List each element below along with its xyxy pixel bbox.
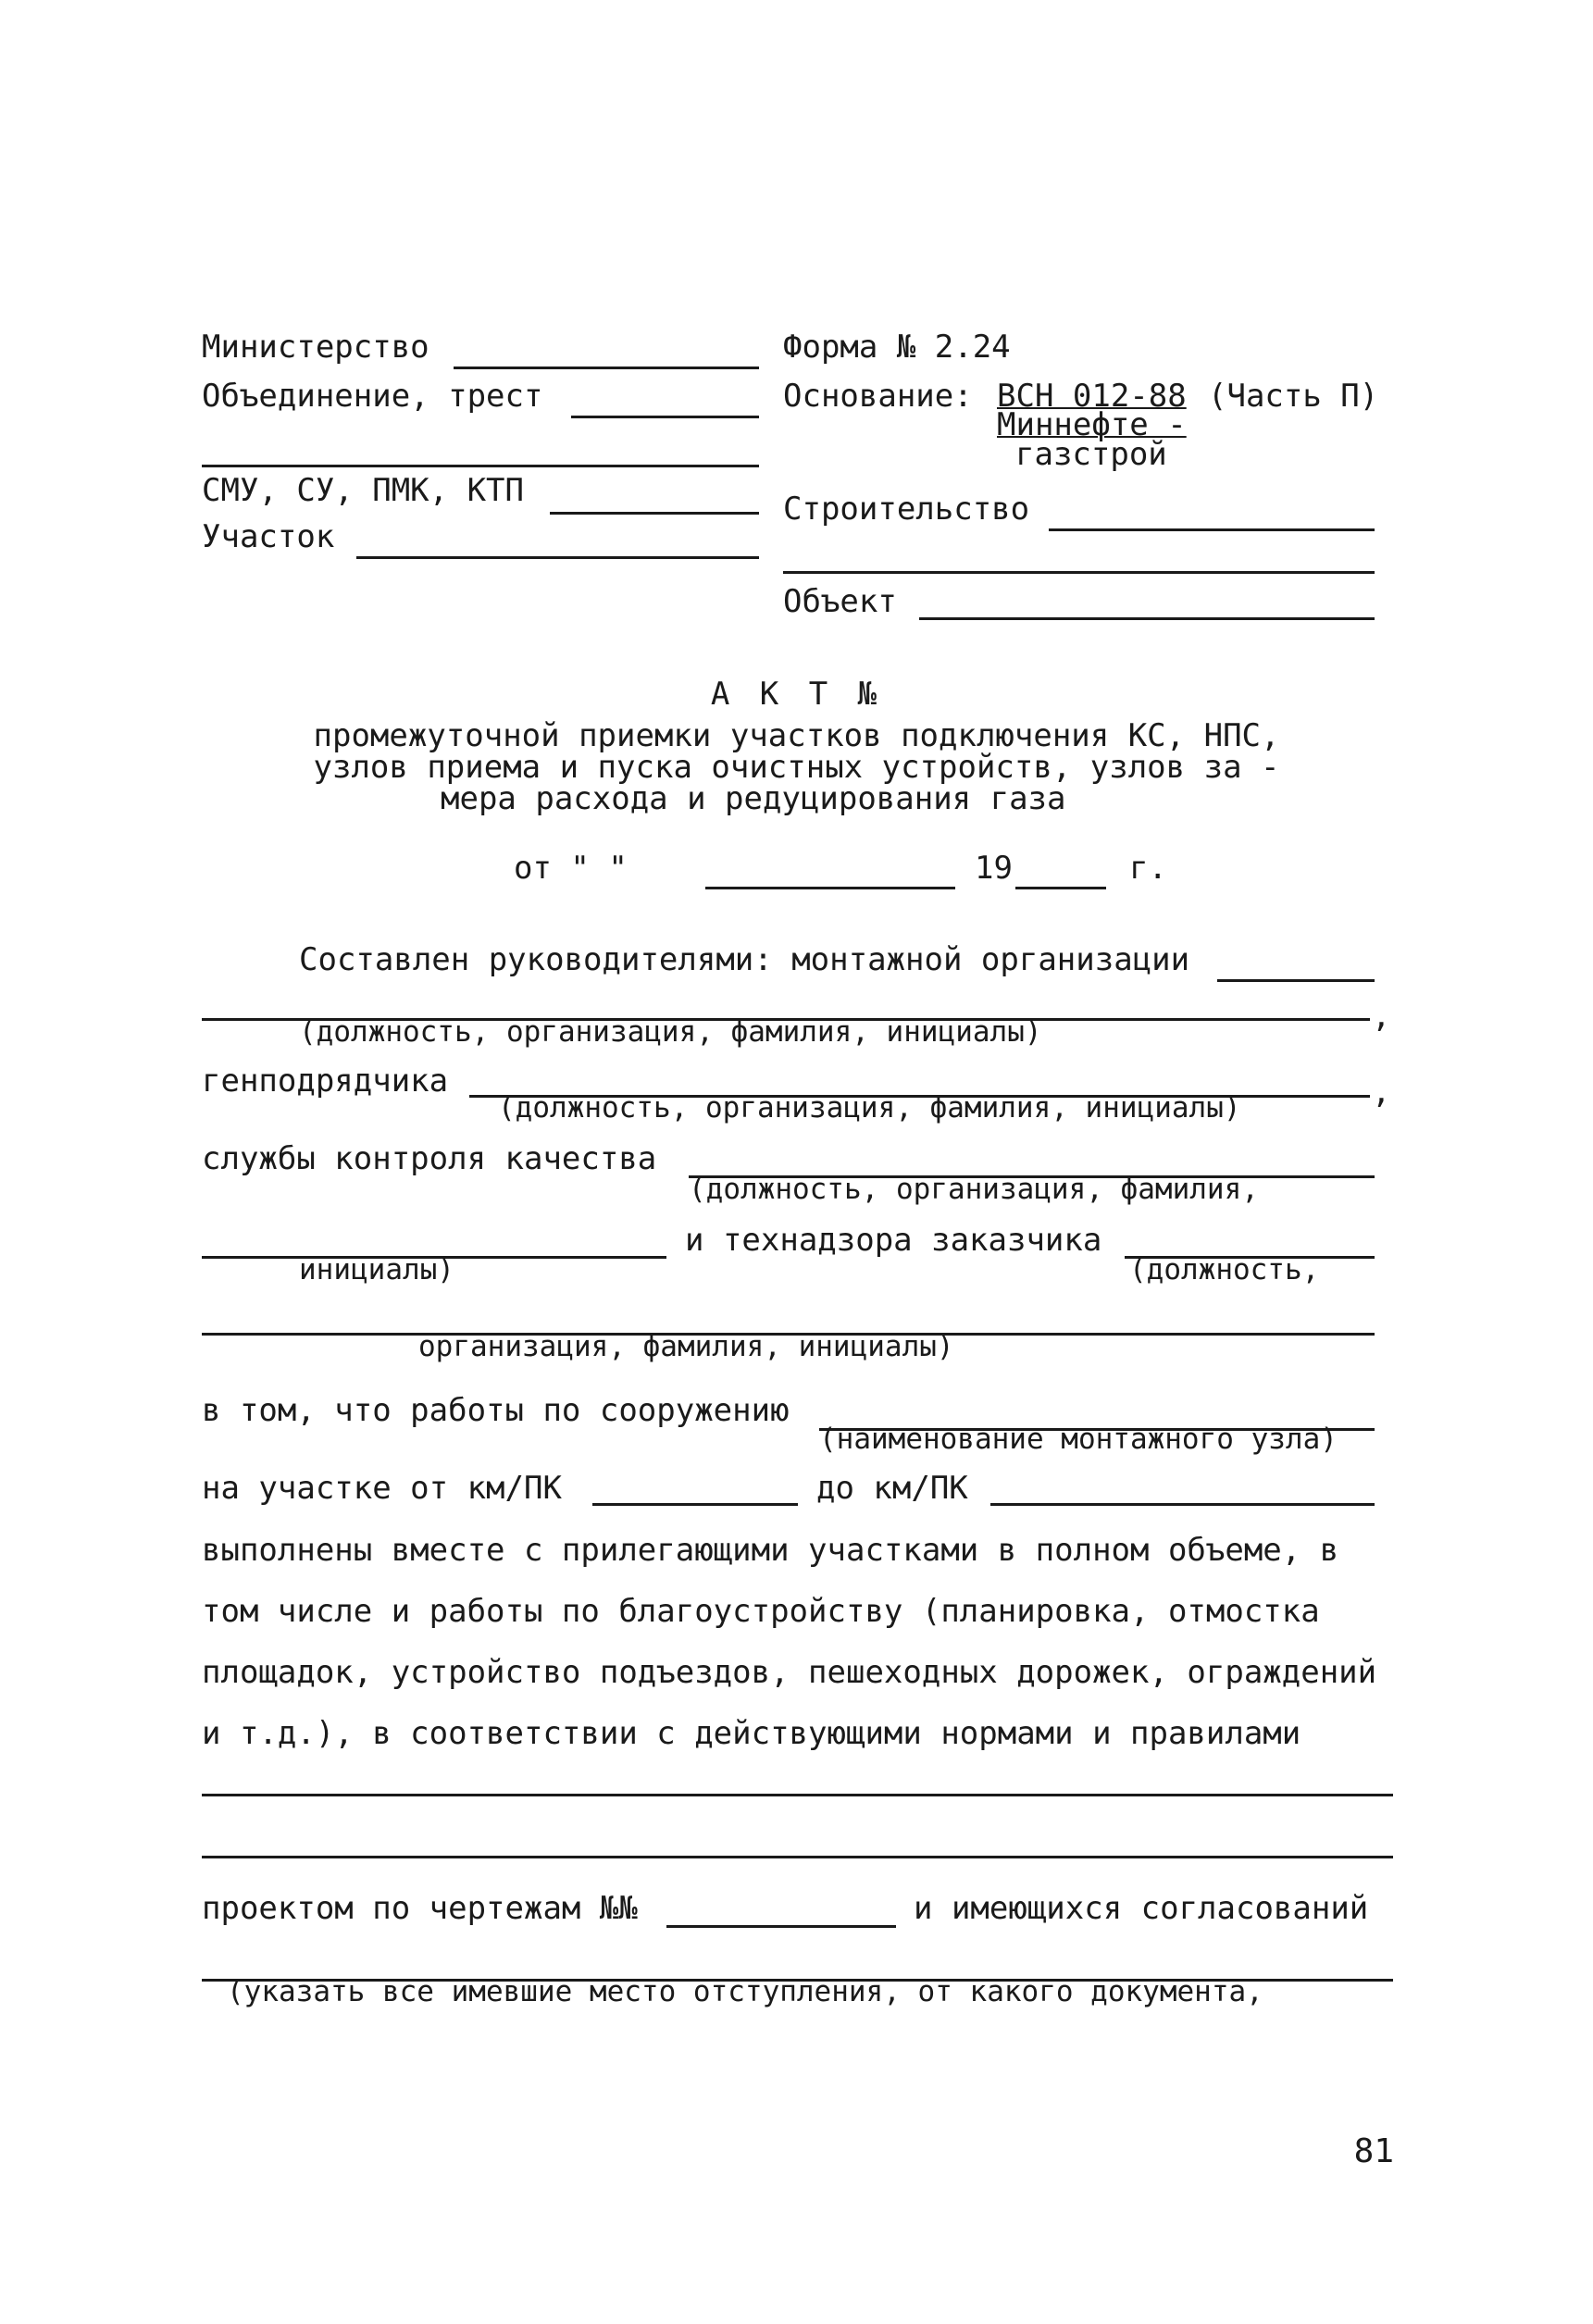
segment-from-label: на участке от км/ПК — [202, 1470, 562, 1507]
caption-assembly-name: (наименование монтажного узла) — [819, 1423, 1338, 1456]
association-field-2[interactable] — [202, 465, 759, 467]
ministry-label: Министерство — [202, 329, 429, 366]
act-subtitle-line-2: узлов приема и пуска очистных устройств, узлов за - — [313, 749, 1280, 786]
paragraph-line-2: том числе и работы по благоустройству (планировка, отмостка — [202, 1593, 1320, 1630]
comma-1: , — [1372, 998, 1391, 1035]
segment-to-field[interactable] — [990, 1503, 1375, 1506]
basis-doc: ВСН 012-88 — [997, 378, 1187, 415]
caption-position-2: (должность, организация, фамилия, инициалы) — [498, 1091, 1241, 1125]
caption-position-5: (должность, — [1129, 1253, 1320, 1286]
date-prefix: от " " — [514, 850, 628, 887]
section-label: Участок — [202, 518, 335, 555]
norms-field-2[interactable] — [202, 1856, 1393, 1858]
paragraph-line-4: и т.д.), в соответствии с действующими нормами и правилами — [202, 1715, 1301, 1752]
act-title: А К Т № — [710, 676, 883, 713]
quality-service-label: службы контроля качества — [202, 1140, 657, 1177]
object-label: Объект — [783, 583, 897, 620]
norms-field[interactable] — [202, 1794, 1393, 1796]
basis-label: Основание: — [783, 378, 973, 415]
caption-organization: организация, фамилия, инициалы) — [418, 1330, 954, 1363]
tech-supervision-label: и технадзора заказчика — [685, 1222, 1102, 1259]
date-year-field[interactable] — [1015, 887, 1106, 889]
section-field[interactable] — [356, 556, 759, 559]
segment-from-field[interactable] — [592, 1503, 798, 1506]
act-subtitle-line-1: промежуточной приемки участков подключения КС, НПС, — [313, 717, 1280, 754]
date-year-suffix: г. — [1129, 850, 1167, 887]
basis-part: (Часть П) — [1208, 378, 1379, 415]
association-label: Объединение, трест — [202, 378, 543, 415]
caption-deviations: (указать все имевшие место отступления, от какого документа, — [227, 1975, 1263, 2008]
segment-to-label: до км/ПК — [816, 1470, 968, 1507]
basis-org-line-1: Миннефте - — [997, 406, 1187, 443]
caption-position-1: (должность, организация, фамилия, инициалы) — [299, 1015, 1042, 1049]
date-year-prefix: 19 — [975, 850, 1013, 887]
form-number: Форма № 2.24 — [783, 329, 1011, 366]
approvals-label: и имеющихся согласований — [914, 1890, 1369, 1927]
date-month-field[interactable] — [705, 887, 955, 889]
smu-label: СМУ, СУ, ПМК, КТП — [202, 472, 524, 509]
construction-field[interactable] — [1049, 528, 1375, 531]
construction-field-2[interactable] — [783, 571, 1375, 574]
paragraph-line-3: площадок, устройство подъездов, пешеходных дорожек, ограждений — [202, 1654, 1377, 1691]
paragraph-line-1: выполнены вместе с прилегающими участками в полном объеме, в — [202, 1532, 1339, 1569]
drawings-field[interactable] — [666, 1925, 896, 1928]
act-subtitle-line-3: мера расхода и редуцирования газа — [441, 780, 1066, 817]
drawings-label: проектом по чертежам №№ — [202, 1890, 638, 1927]
caption-position-3: (должность, организация, фамилия, — [689, 1173, 1259, 1206]
comma-2: , — [1372, 1074, 1391, 1111]
compiled-label: Составлен руководителями: монтажной организации — [299, 941, 1190, 978]
ministry-field[interactable] — [454, 367, 759, 369]
works-label: в том, что работы по сооружению — [202, 1392, 790, 1429]
smu-field[interactable] — [550, 512, 759, 515]
general-contractor-label: генподрядчика — [202, 1063, 449, 1100]
page-number: 81 — [1353, 2132, 1394, 2170]
object-field[interactable] — [919, 617, 1375, 620]
construction-label: Строительство — [783, 491, 1030, 528]
association-field[interactable] — [571, 416, 759, 418]
installer-field[interactable] — [1217, 979, 1375, 982]
basis-org-line-2: газстрой — [1015, 436, 1167, 473]
caption-initials: инициалы) — [299, 1253, 454, 1286]
